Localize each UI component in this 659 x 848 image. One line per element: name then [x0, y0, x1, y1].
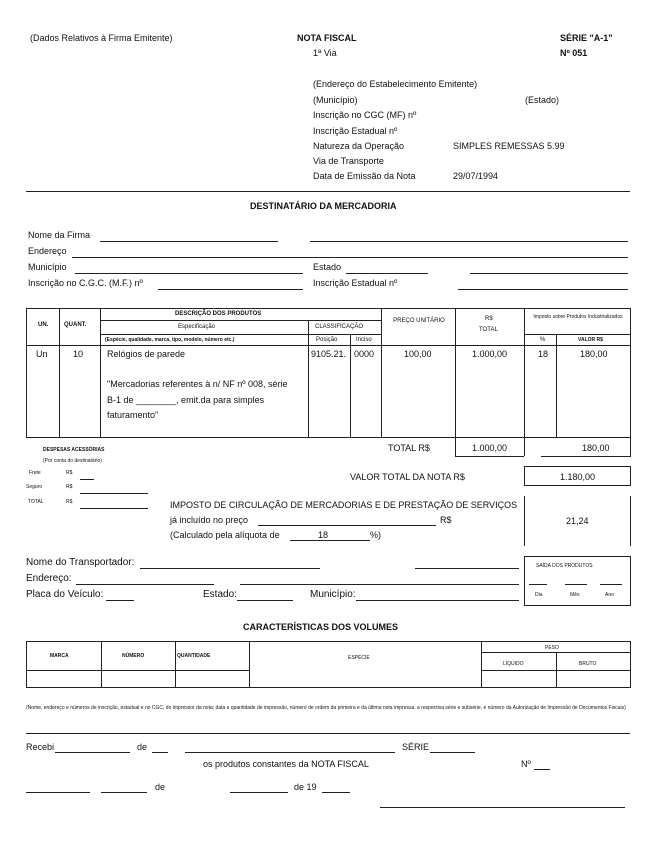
saida-mes: Mês [570, 592, 580, 598]
emitter-estado: (Estado) [525, 95, 560, 105]
volumes-col-divider [249, 641, 250, 688]
table-col-divider [100, 308, 101, 438]
transp-nome-line-2[interactable] [415, 568, 519, 569]
transp-estado-line[interactable] [237, 600, 293, 601]
transp-nome-label: Nome do Transportador: [26, 557, 135, 568]
dest-estado-line[interactable] [346, 273, 428, 274]
row-preco: 100,00 [404, 349, 432, 359]
col-classificacao: CLASSIFICAÇÃO [315, 324, 364, 330]
col-preco: PREÇO UNITÁRIO [393, 318, 445, 324]
icm-line-2: (Calculado pela alíquota de [170, 530, 280, 540]
seguro-line[interactable] [80, 493, 148, 494]
col-un: UN. [38, 322, 49, 328]
frete-rs: R$ [66, 470, 73, 476]
vol-especie: ESPÉCIE [348, 655, 370, 661]
saida-mes-line[interactable] [565, 584, 587, 585]
recebi-line-2[interactable] [185, 752, 395, 753]
col-valor: VALOR R$ [578, 337, 603, 343]
natureza-label: Natureza da Operação [313, 141, 405, 151]
seguro-rs: R$ [66, 484, 73, 490]
dest-inscricao-line[interactable] [458, 289, 628, 290]
total-label: TOTAL R$ [388, 443, 430, 453]
row-quant: 10 [73, 349, 84, 359]
destinatario-title: DESTINATÁRIO DA MERCADORIA [250, 201, 397, 211]
icm-rs: R$ [440, 515, 452, 525]
table-col-divider [59, 308, 60, 438]
volumes-title: CARACTERÍSTICAS DOS VOLUMES [243, 622, 399, 632]
saida-ano-line[interactable] [600, 584, 622, 585]
table-col-divider [350, 334, 351, 438]
despesas-total-label: TOTAL [28, 499, 44, 505]
via-label: 1ª Via [313, 48, 337, 58]
transp-estado-label: Estado: [203, 589, 237, 600]
table-col-divider [455, 308, 456, 456]
col-total: TOTAL [479, 327, 498, 333]
row-inciso: 0000 [354, 349, 375, 359]
col-rs: R$ [485, 316, 493, 322]
col-pct: % [540, 337, 546, 343]
footer-dia-line[interactable] [101, 792, 147, 793]
saida-dia-line[interactable] [529, 584, 547, 585]
frete-line[interactable] [80, 479, 94, 480]
volumes-row-divider [481, 670, 631, 671]
footer-produtos: os produtos constantes da NOTA FISCAL [203, 759, 369, 769]
table-row-divider [524, 334, 631, 335]
despesas-subtitle: (Por conta do destinatário) [43, 458, 102, 464]
seguro-label: Seguro [26, 484, 43, 490]
row-descricao: Relógios de parede [107, 349, 186, 359]
vol-numero: NÚMERO [122, 653, 145, 659]
col-inciso: Inciso [356, 337, 372, 343]
transp-endereco-line-2[interactable] [240, 584, 519, 585]
footer-local-line[interactable] [26, 792, 90, 793]
emitter-address: (Endereço do Estabelecimento Emitente) [313, 79, 478, 89]
col-quant: QUANT. [64, 322, 87, 328]
despesas-total-rs: R$ [66, 499, 73, 505]
saida-ano: Ano [605, 592, 614, 598]
total-box-bottom [455, 456, 524, 457]
table-row-divider [100, 334, 381, 335]
vol-marca: MARCA [50, 653, 69, 659]
col-especificacao-detail: (Espécie, qualidade, marca, tipo, modelo, número etc.) [105, 337, 235, 343]
vol-peso: PESO [545, 645, 559, 651]
table-header-bottom [26, 345, 631, 346]
dest-municipio-line[interactable] [75, 273, 303, 274]
vol-quantidade: QUANTIDADE [177, 653, 211, 659]
table-col-divider [556, 334, 557, 438]
volumes-row-divider [26, 670, 249, 671]
serie-label: SÉRIE "A-1" [560, 33, 613, 43]
volumes-peso-divider [481, 652, 631, 653]
dest-extra-line[interactable] [470, 273, 628, 274]
vol-bruto: BRUTO [579, 661, 597, 667]
row-pct: 18 [538, 349, 549, 359]
dest-cgc-line[interactable] [158, 289, 303, 290]
dest-endereco-line[interactable] [72, 257, 628, 258]
transp-endereco-label: Endereço: [26, 573, 72, 584]
row-note-1: "Mercadorias referentes à n/ NF nº 008, série [107, 379, 288, 389]
row-valor: 180,00 [580, 349, 608, 359]
transp-placa-line[interactable] [106, 600, 134, 601]
frete-label: Frete [29, 470, 41, 476]
icm-pct: %) [370, 530, 381, 540]
col-descricao: DESCRIÇÃO DOS PRODUTOS [175, 311, 262, 317]
col-especificacao: Especificação [178, 324, 216, 330]
footer-serie: SÉRIE [402, 742, 430, 752]
ipi-total-side [630, 438, 631, 456]
data-emissao-label: Data de Emissão da Nota [313, 171, 416, 181]
icm-box-right [630, 496, 631, 546]
recebi-de-line[interactable] [152, 752, 168, 753]
dest-nome-label: Nome da Firma [28, 230, 91, 240]
transp-municipio-line[interactable] [356, 600, 519, 601]
volumes-col-divider [481, 641, 482, 688]
icm-value: 21,24 [566, 516, 589, 526]
valor-total-value: 1.180,00 [560, 472, 596, 482]
recebi-line[interactable] [55, 752, 130, 753]
col-posicao: Posição [316, 337, 338, 343]
header-divider [26, 191, 630, 192]
saida-dia: Dia [535, 592, 543, 598]
row-un: Un [36, 349, 48, 359]
volumes-col-divider [101, 641, 102, 688]
icm-box-left [524, 496, 525, 546]
numero-label: Nº 051 [560, 48, 588, 58]
total-value: 1.000,00 [472, 443, 508, 453]
data-emissao-value: 29/07/1994 [453, 171, 499, 181]
footer-de: de [155, 782, 166, 792]
document-title: NOTA FISCAL [297, 33, 357, 43]
icm-aliquota: 18 [318, 530, 329, 540]
despesas-total-line[interactable] [80, 508, 148, 509]
transp-endereco-line[interactable] [76, 584, 214, 585]
table-col-divider [524, 308, 525, 456]
row-note-3: faturamento" [107, 410, 159, 420]
dest-nome-line-2[interactable] [310, 241, 628, 242]
footer-ano-line[interactable] [322, 792, 350, 793]
row-total: 1.000,00 [472, 349, 508, 359]
footer-no-line[interactable] [534, 769, 550, 770]
icm-title: IMPOSTO DE CIRCULAÇÃO DE MERCADORIAS E DE PRESTAÇÃO DE SERVIÇOS [170, 500, 518, 510]
natureza-value: SIMPLES REMESSAS 5.99 [453, 141, 565, 151]
ipi-total-line [541, 456, 631, 457]
volumes-table [26, 641, 631, 688]
ipi-total-value: 180,00 [582, 443, 610, 453]
footer-no: Nº [521, 759, 531, 769]
via-transporte: Via de Transporte [313, 156, 384, 166]
row-note-2: B-1 de ________, emit.da para simples [107, 395, 265, 405]
dest-cgc-label: Inscrição no C.G.C. (M.F.) nº [28, 278, 143, 288]
despesas-title: DESPESAS ACESSÓRIAS [43, 447, 105, 453]
table-col-divider [381, 308, 382, 438]
transp-municipio-label: Município: [310, 589, 356, 600]
footer-mes-line[interactable] [230, 792, 288, 793]
icm-line-1: já incluído no preço [170, 515, 249, 525]
volumes-col-divider [175, 641, 176, 688]
table-row-divider [100, 320, 381, 321]
icm-line-1-fill[interactable] [258, 525, 436, 526]
icm-aliquota-line[interactable] [290, 540, 370, 541]
saida-title: SAÍDA DOS PRODUTOS [536, 563, 593, 569]
table-col-divider [308, 320, 309, 438]
recebi-label: Recebi [26, 742, 55, 752]
dest-inscricao-label: Inscrição Estadual nº [313, 278, 398, 288]
dest-endereco-label: Endereço [28, 246, 67, 256]
dest-estado-label: Estado [313, 262, 342, 272]
dest-municipio-label: Município [28, 262, 67, 272]
footer-divider [26, 733, 630, 734]
emitter-note: (Dados Relativos à Firma Emitente) [30, 33, 173, 43]
emitter-cgc: Inscrição no CGC (MF) nº [313, 110, 417, 120]
signature-line[interactable] [380, 807, 625, 808]
recebi-de: de [137, 742, 148, 752]
emitter-municipio: (Município) [313, 95, 358, 105]
printer-note: (Nome, endereço e números de inscrição, estadual e no CGC, do impressor da nota; data e quantidade de impressão, número de ordem da primeira e da última nota impressa, a respectiva série e subsérie, e número da Autorização de Impressão de Documentos Fiscais) [26, 705, 626, 711]
row-posicao: 9105.21. [311, 349, 347, 359]
transp-placa-label: Placa do Veículo: [26, 589, 104, 600]
footer-serie-line[interactable] [430, 752, 475, 753]
col-imposto: Imposto sobre Produtos Industrializados [533, 314, 623, 320]
dest-nome-line[interactable] [100, 241, 278, 242]
transp-nome-line[interactable] [140, 568, 320, 569]
vol-liquido: LÍQUIDO [503, 661, 524, 667]
valor-total-label: VALOR TOTAL DA NOTA R$ [350, 472, 465, 482]
emitter-inscricao: Inscrição Estadual nº [313, 126, 398, 136]
footer-de19: de 19 [294, 782, 317, 792]
